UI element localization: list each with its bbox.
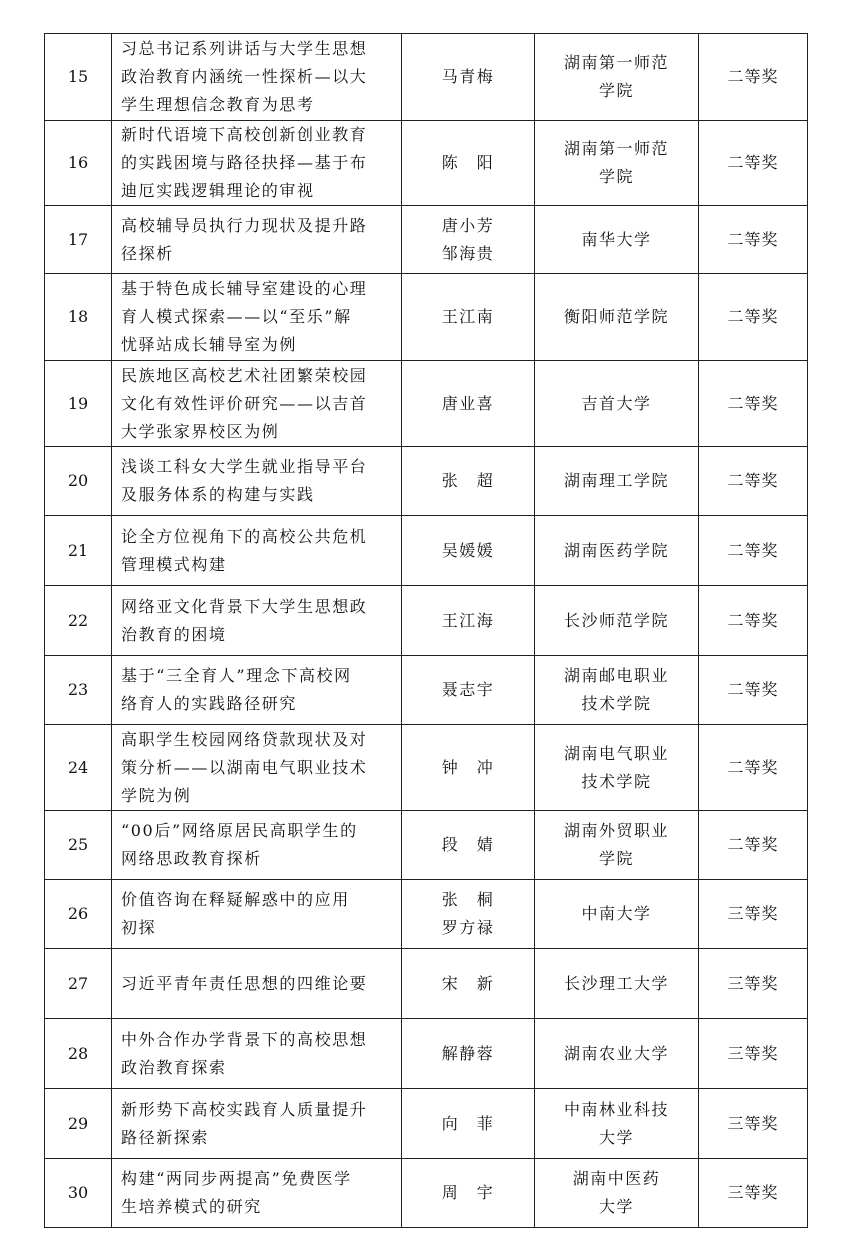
- institution-cell: [535, 274, 699, 361]
- award-level: 二等奖: [699, 274, 808, 361]
- institution-line: 衡阳师范学院: [563, 307, 669, 326]
- title-line: 迪厄实践逻辑理论的审视: [121, 181, 315, 200]
- institution-cell: [535, 1089, 699, 1159]
- award-level: 二等奖: [699, 725, 808, 811]
- author-name: 邹海贵: [441, 243, 495, 263]
- row-number: 15: [45, 34, 112, 121]
- title-line: 生培养模式的研究: [121, 1197, 262, 1216]
- title-line: 构建“两同步两提高”免费医学: [121, 1169, 352, 1188]
- institution-cell: [535, 361, 699, 447]
- paper-title: [112, 949, 402, 1019]
- row-number: 25: [45, 811, 112, 880]
- author-name: 钟 冲: [441, 757, 495, 777]
- author-name: 唐小芳: [441, 215, 495, 235]
- row-number: 21: [45, 516, 112, 586]
- title-line: 初探: [121, 918, 157, 937]
- author-cell: [402, 1089, 535, 1159]
- institution-line: 学院: [598, 81, 634, 100]
- title-line: 价值咨询在释疑解惑中的应用: [121, 890, 350, 909]
- paper-title: [112, 880, 402, 949]
- title-line: 政治教育内涵统一性探析—以大: [121, 67, 368, 86]
- institution-line: 学院: [598, 167, 634, 186]
- institution-cell: [535, 949, 699, 1019]
- row-number: 26: [45, 880, 112, 949]
- award-level: 三等奖: [699, 1159, 808, 1228]
- institution-cell: [535, 1019, 699, 1089]
- title-line: 学生理想信念教育为思考: [121, 95, 315, 114]
- paper-title: [112, 447, 402, 516]
- paper-title: [112, 206, 402, 274]
- paper-title: [112, 586, 402, 656]
- author-cell: [402, 656, 535, 725]
- table-row: [45, 880, 808, 949]
- award-level: 二等奖: [699, 656, 808, 725]
- row-number: 28: [45, 1019, 112, 1089]
- title-line: 网络亚文化背景下大学生思想政: [121, 596, 368, 616]
- title-line: 治教育的困境: [121, 624, 227, 644]
- institution-line: 湖南邮电职业: [563, 666, 669, 685]
- author-cell: [402, 361, 535, 447]
- author-cell: [402, 1019, 535, 1089]
- award-level: 二等奖: [699, 34, 808, 121]
- paper-title: [112, 1019, 402, 1089]
- author-name: 张 桐: [441, 890, 495, 909]
- row-number: 17: [45, 206, 112, 274]
- award-level: 二等奖: [699, 361, 808, 447]
- title-line: 径探析: [121, 243, 174, 263]
- institution-cell: [535, 516, 699, 586]
- title-line: 育人模式探索——以“至乐”解: [121, 307, 352, 326]
- title-line: 基于特色成长辅导室建设的心理: [121, 279, 368, 298]
- title-line: 高校辅导员执行力现状及提升路: [121, 215, 368, 235]
- author-cell: [402, 725, 535, 811]
- institution-line: 技术学院: [581, 694, 652, 713]
- table-row: [45, 361, 808, 447]
- title-line: 大学张家界校区为例: [121, 421, 280, 441]
- row-number: 16: [45, 121, 112, 206]
- title-line: 民族地区高校艺术社团繁荣校园: [121, 365, 368, 385]
- institution-line: 中南林业科技: [563, 1099, 669, 1119]
- author-name: 吴媛媛: [441, 540, 495, 560]
- institution-line: 湖南电气职业: [563, 743, 669, 763]
- row-number: 22: [45, 586, 112, 656]
- title-line: 新时代语境下高校创新创业教育: [121, 125, 368, 144]
- paper-title: [112, 516, 402, 586]
- row-number: 30: [45, 1159, 112, 1228]
- institution-line: 南华大学: [581, 229, 652, 249]
- title-line: 文化有效性评价研究——以吉首: [121, 393, 368, 413]
- author-name: 罗方禄: [441, 918, 495, 937]
- author-name: 王江海: [441, 610, 495, 630]
- institution-line: 长沙师范学院: [563, 610, 669, 630]
- institution-line: 湖南中医药: [572, 1169, 661, 1188]
- paper-title: [112, 361, 402, 447]
- table-row: [45, 206, 808, 274]
- paper-title: [112, 725, 402, 811]
- institution-line: 湖南医药学院: [563, 540, 669, 560]
- author-cell: [402, 1159, 535, 1228]
- paper-title: [112, 34, 402, 121]
- title-line: 的实践困境与路径抉择—基于布: [121, 153, 368, 172]
- title-line: 及服务体系的构建与实践: [121, 485, 315, 504]
- paper-title: [112, 1159, 402, 1228]
- title-line: 高职学生校园网络贷款现状及对: [121, 729, 368, 749]
- institution-line: 湖南理工学院: [563, 471, 669, 490]
- paper-title: [112, 811, 402, 880]
- award-level: 三等奖: [699, 1089, 808, 1159]
- author-name: 宋 新: [441, 973, 495, 993]
- award-level: 三等奖: [699, 880, 808, 949]
- award-level: 三等奖: [699, 949, 808, 1019]
- author-cell: [402, 516, 535, 586]
- row-number: 20: [45, 447, 112, 516]
- institution-cell: [535, 725, 699, 811]
- title-line: 中外合作办学背景下的高校思想: [121, 1029, 368, 1049]
- author-cell: [402, 811, 535, 880]
- institution-line: 湖南外贸职业: [563, 821, 669, 840]
- row-number: 19: [45, 361, 112, 447]
- table-row: [45, 1159, 808, 1228]
- table-row: [45, 516, 808, 586]
- institution-cell: [535, 811, 699, 880]
- institution-cell: [535, 447, 699, 516]
- award-level: 二等奖: [699, 206, 808, 274]
- award-level: 二等奖: [699, 811, 808, 880]
- author-cell: [402, 447, 535, 516]
- institution-line: 大学: [598, 1127, 634, 1147]
- row-number: 23: [45, 656, 112, 725]
- institution-cell: [535, 206, 699, 274]
- author-cell: [402, 206, 535, 274]
- paper-title: [112, 656, 402, 725]
- table-row: [45, 447, 808, 516]
- paper-title: [112, 1089, 402, 1159]
- title-line: 习总书记系列讲话与大学生思想: [121, 39, 368, 58]
- title-line: 忧驿站成长辅导室为例: [121, 335, 298, 354]
- title-line: 论全方位视角下的高校公共危机: [121, 526, 368, 546]
- table-row: [45, 725, 808, 811]
- title-line: 新形势下高校实践育人质量提升: [121, 1099, 368, 1119]
- row-number: 27: [45, 949, 112, 1019]
- author-name: 聂志宇: [441, 680, 495, 699]
- row-number: 29: [45, 1089, 112, 1159]
- institution-cell: [535, 656, 699, 725]
- author-name: 马青梅: [441, 67, 495, 86]
- title-line: 路径新探索: [121, 1127, 210, 1147]
- table-row: [45, 656, 808, 725]
- table-row: [45, 34, 808, 121]
- table-row: [45, 811, 808, 880]
- author-name: 唐业喜: [441, 393, 495, 413]
- awards-table: [44, 33, 808, 1228]
- institution-cell: [535, 880, 699, 949]
- institution-cell: [535, 121, 699, 206]
- institution-line: 大学: [598, 1197, 634, 1216]
- award-level: 二等奖: [699, 447, 808, 516]
- awards-table-body: [45, 34, 808, 1228]
- institution-line: 中南大学: [581, 904, 652, 923]
- title-line: 管理模式构建: [121, 554, 227, 574]
- title-line: 学院为例: [121, 785, 192, 805]
- author-cell: [402, 949, 535, 1019]
- institution-line: 吉首大学: [581, 393, 652, 413]
- paper-title: [112, 121, 402, 206]
- award-level: 二等奖: [699, 586, 808, 656]
- paper-title: [112, 274, 402, 361]
- institution-line: 长沙理工大学: [563, 973, 669, 993]
- institution-line: 湖南农业大学: [563, 1043, 669, 1063]
- institution-line: 学院: [598, 849, 634, 868]
- author-name: 解静蓉: [441, 1043, 495, 1063]
- institution-cell: [535, 1159, 699, 1228]
- award-level: 三等奖: [699, 1019, 808, 1089]
- author-cell: [402, 586, 535, 656]
- author-cell: [402, 34, 535, 121]
- row-number: 18: [45, 274, 112, 361]
- author-cell: [402, 880, 535, 949]
- institution-cell: [535, 34, 699, 121]
- title-line: 浅谈工科女大学生就业指导平台: [121, 457, 368, 476]
- table-row: [45, 949, 808, 1019]
- author-name: 段 婧: [441, 835, 495, 854]
- title-line: 习近平青年责任思想的四维论要: [121, 973, 368, 993]
- title-line: 基于“三全育人”理念下高校网: [121, 666, 352, 685]
- title-line: “00后”网络原居民高职学生的: [121, 821, 358, 840]
- table-row: [45, 1089, 808, 1159]
- author-cell: [402, 274, 535, 361]
- institution-line: 湖南第一师范: [563, 53, 669, 72]
- table-row: [45, 274, 808, 361]
- table-row: [45, 586, 808, 656]
- title-line: 策分析——以湖南电气职业技术: [121, 757, 368, 777]
- author-name: 向 菲: [441, 1113, 495, 1133]
- title-line: 政治教育探索: [121, 1057, 227, 1077]
- institution-line: 湖南第一师范: [563, 139, 669, 158]
- institution-cell: [535, 586, 699, 656]
- institution-line: 技术学院: [581, 771, 652, 791]
- author-name: 王江南: [441, 307, 495, 326]
- award-level: 二等奖: [699, 516, 808, 586]
- author-cell: [402, 121, 535, 206]
- award-level: 二等奖: [699, 121, 808, 206]
- author-name: 陈 阳: [441, 153, 495, 172]
- title-line: 络育人的实践路径研究: [121, 694, 298, 713]
- table-row: [45, 1019, 808, 1089]
- title-line: 网络思政教育探析: [121, 849, 262, 868]
- row-number: 24: [45, 725, 112, 811]
- author-name: 张 超: [441, 471, 495, 490]
- author-name: 周 宇: [441, 1183, 495, 1202]
- table-row: [45, 121, 808, 206]
